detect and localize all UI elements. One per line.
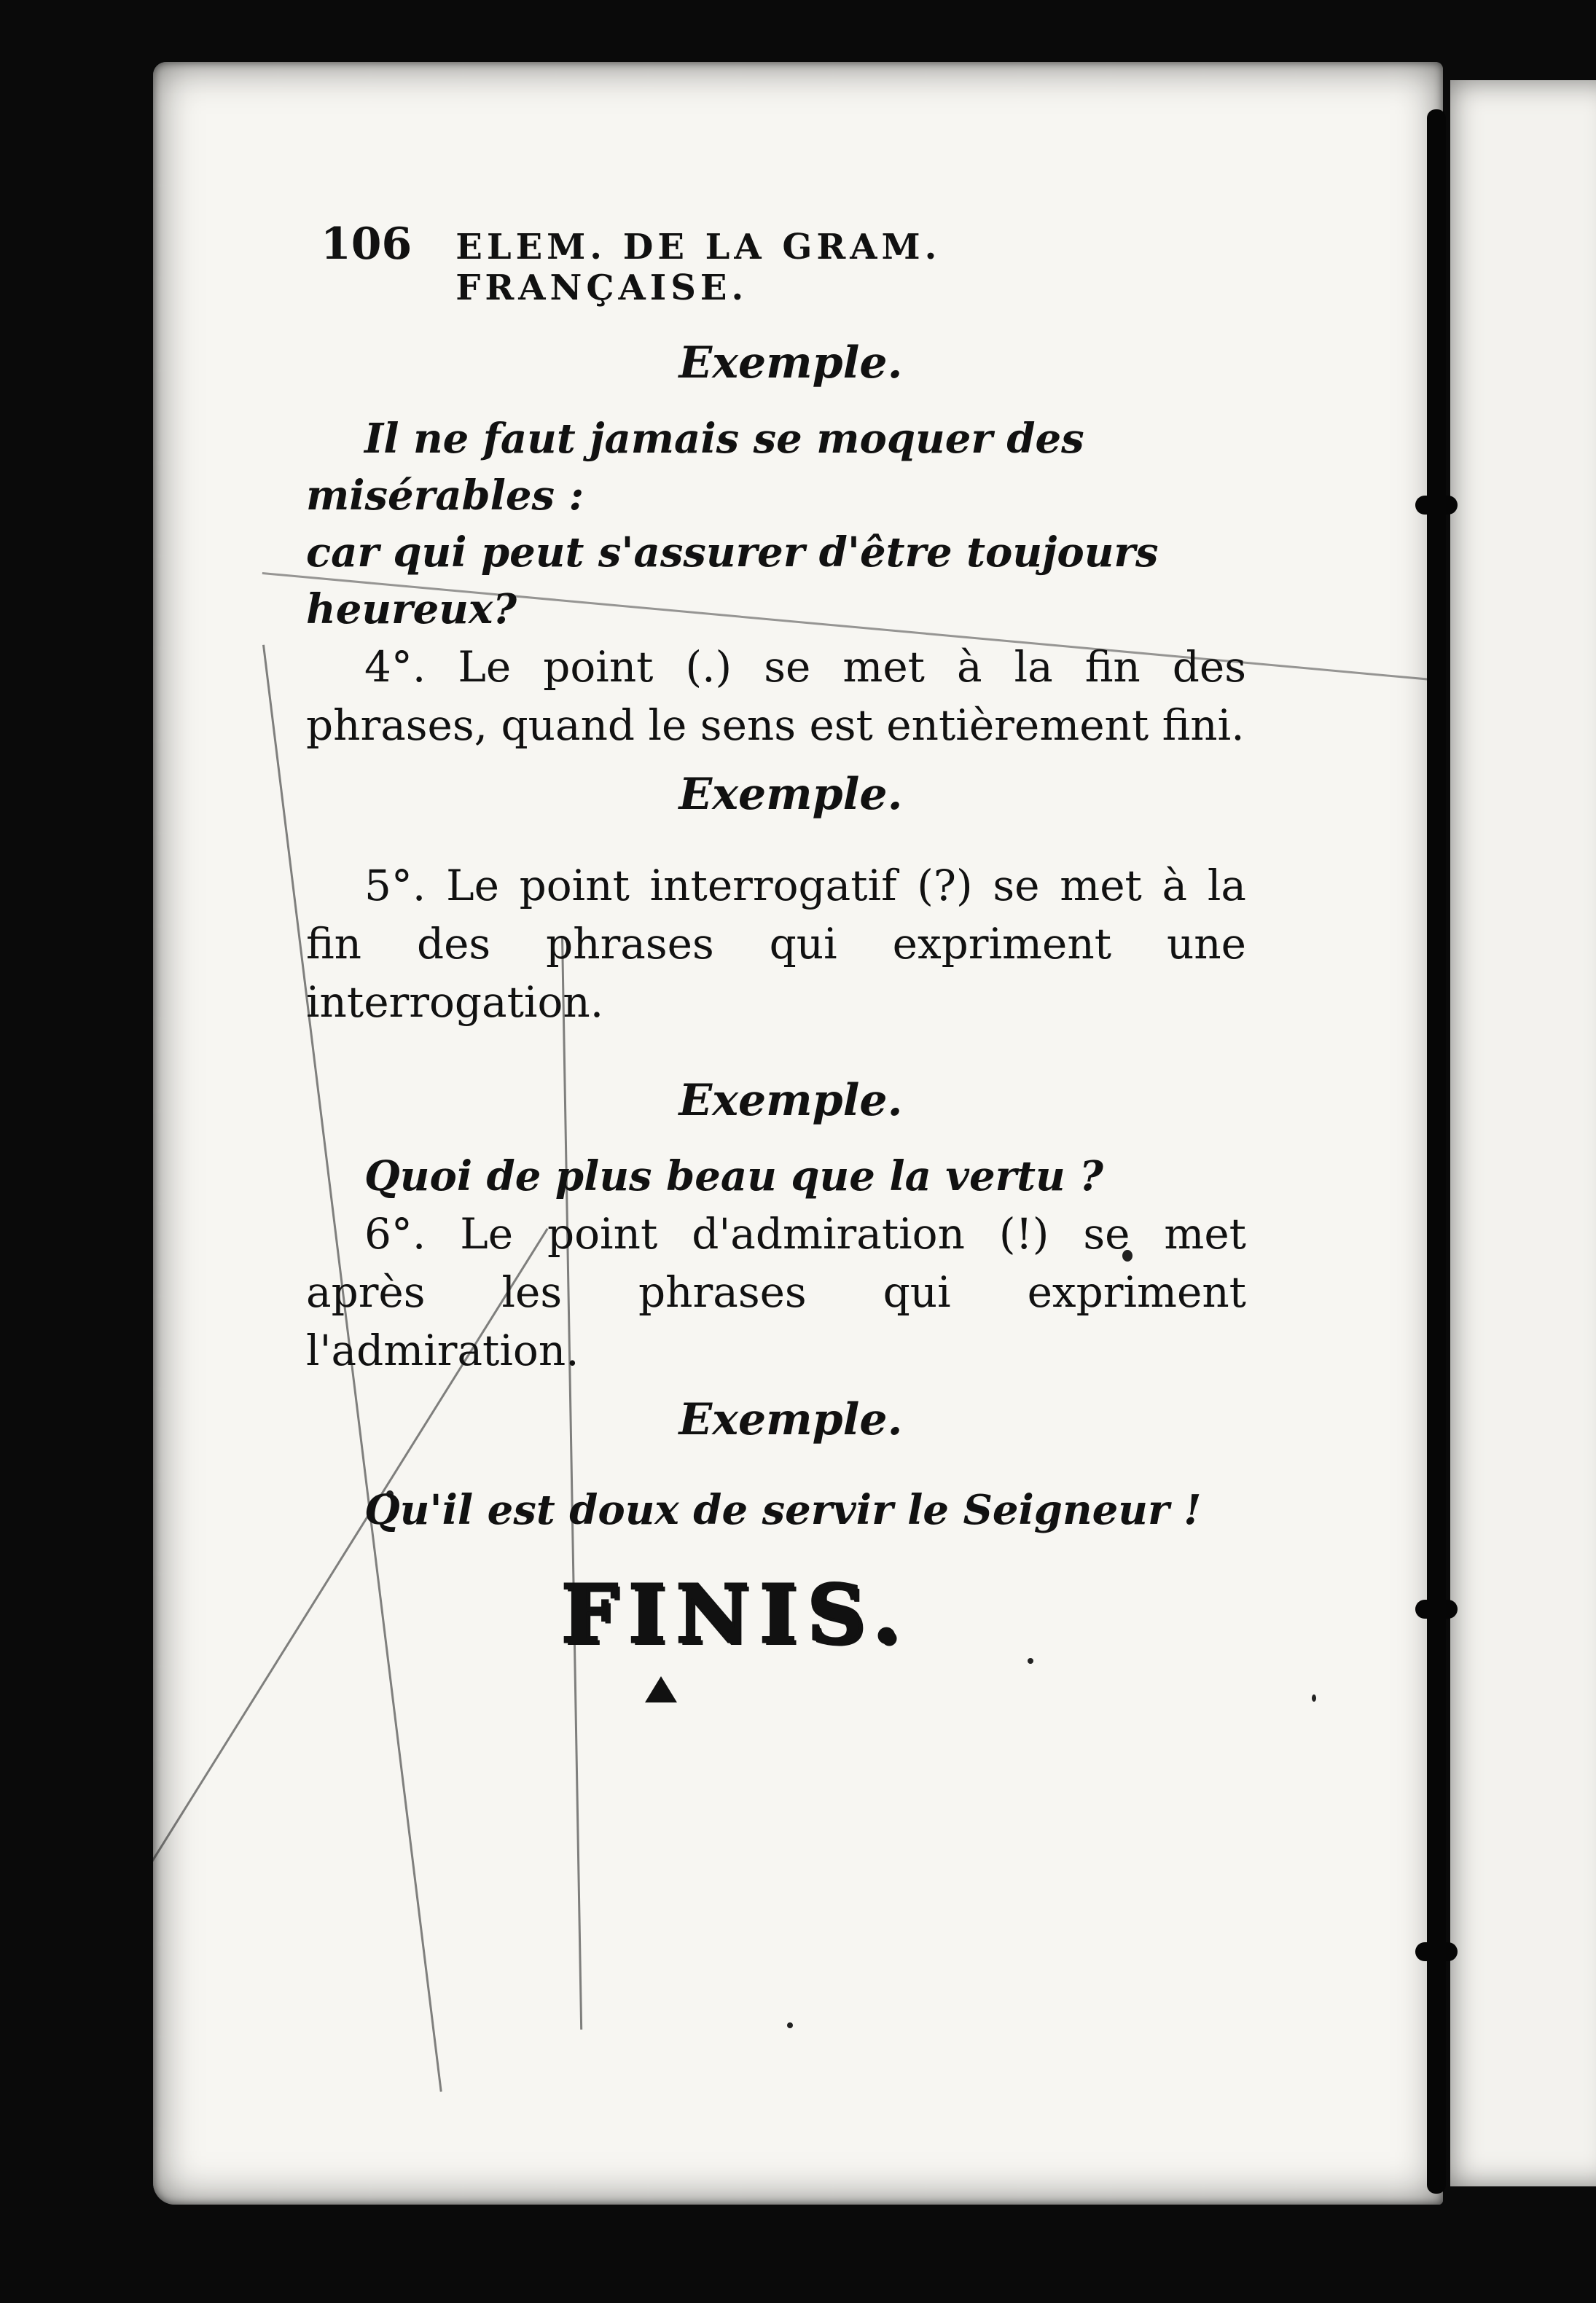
finis-title: FINIS. [561, 1567, 911, 1661]
rule-paragraph: 6°. Le point d'admiration (!) se met après les phrases qui expriment l'admiration. [306, 1209, 1246, 1375]
binding-knot [1415, 496, 1458, 515]
example-heading: Exemple. [678, 337, 903, 388]
binding-knot [1415, 1600, 1458, 1619]
example-heading: Exemple. [678, 1394, 903, 1445]
example-quote: Quoi de plus beau que la vertu ? [364, 1152, 1103, 1200]
binding-thread [1427, 109, 1446, 2194]
example-quote: car qui peut s'assurer d'être toujours heureux? [306, 528, 1159, 633]
example-heading: Exemple. [678, 1075, 903, 1126]
rule-paragraph: 4°. Le point (.) se met à la fin des phrases, quand le sens est entièrement fini. [306, 642, 1246, 750]
running-title: ELEM. DE LA GRAM. FRANÇAISE. [455, 227, 942, 308]
example-quote: Il ne faut jamais se moquer des misérables : [306, 415, 1084, 520]
fleuron-ornament [645, 1676, 677, 1702]
facing-page-edge [1450, 80, 1596, 2186]
example-heading: Exemple. [678, 769, 903, 820]
rule-paragraph: 5°. Le point interrogatif (?) se met à la fin des phrases qui expriment une interrogation. [306, 861, 1246, 1027]
ink-speck [1312, 1694, 1316, 1702]
page-number: 106 [321, 219, 412, 270]
page-text [306, 219, 1246, 1538]
running-head [321, 219, 1246, 308]
ink-speck [787, 2022, 793, 2028]
binding-knot [1415, 1942, 1458, 1961]
ink-speck [1028, 1658, 1033, 1664]
example-quote: Qu'il est doux de servir le Seigneur ! [364, 1486, 1202, 1534]
